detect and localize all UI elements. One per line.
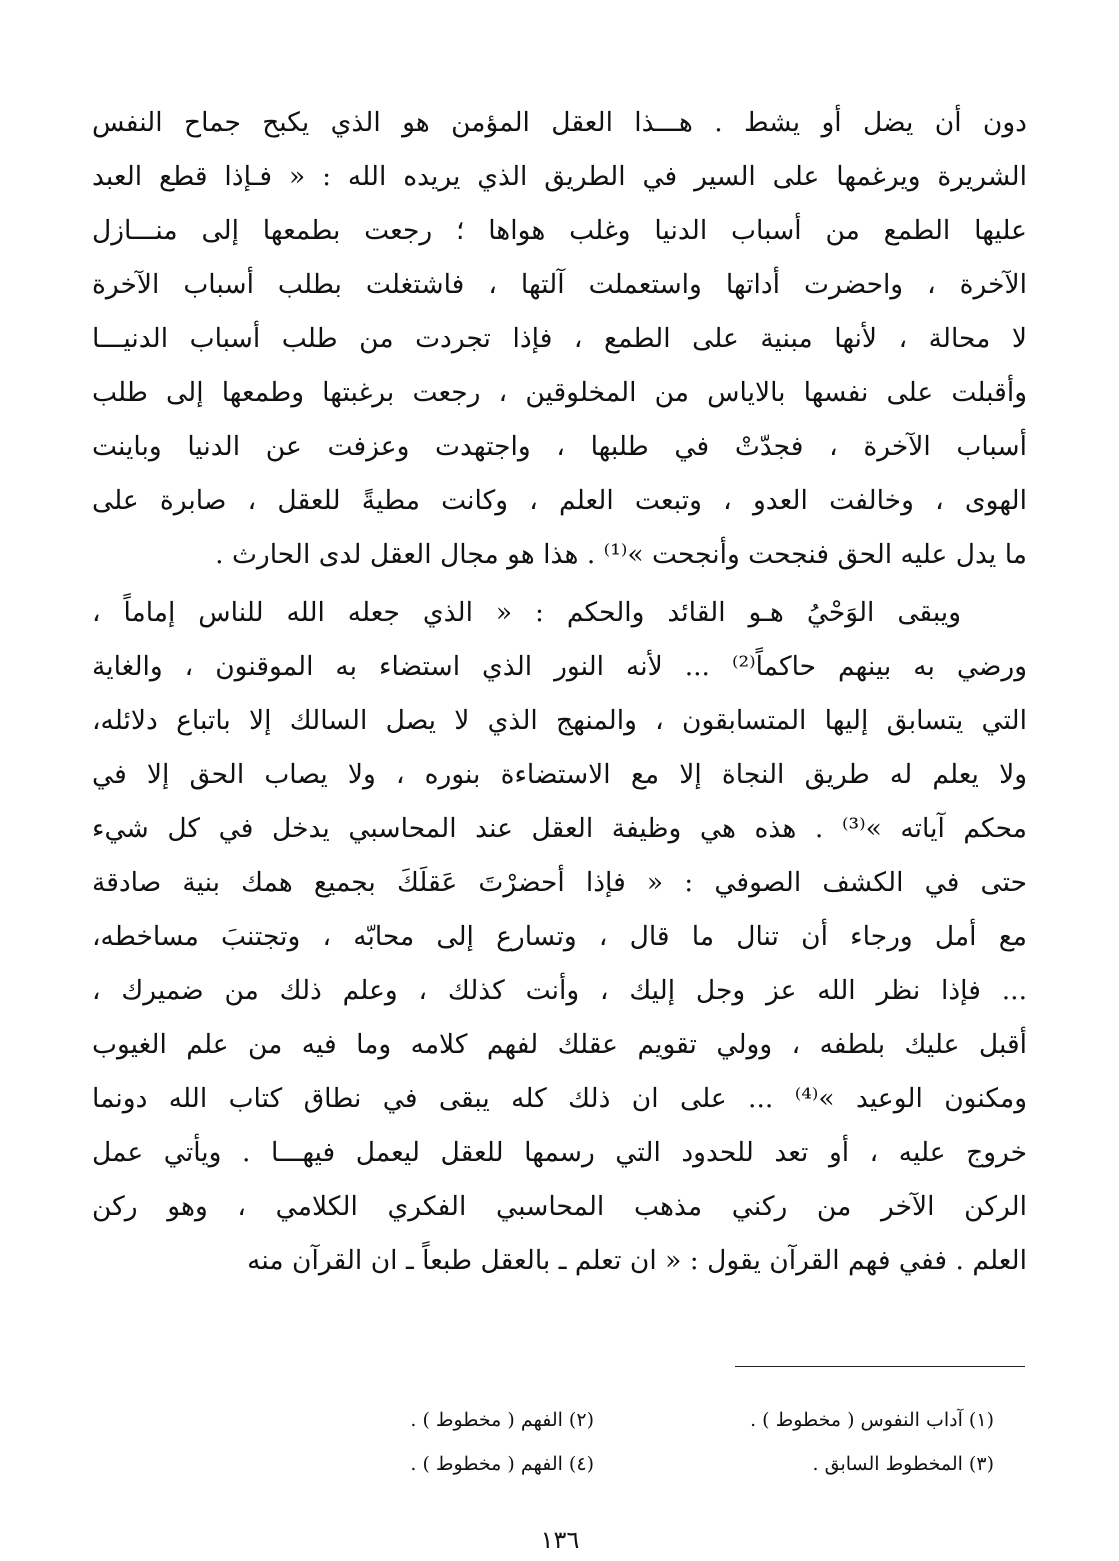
paragraph: [92, 96, 1027, 582]
page-number: ١٣٦: [540, 1526, 580, 1554]
footnote-separator: [735, 1366, 1025, 1367]
text-line: الهوى ، وخالفت العدو ، وتبعت العلم ، وكانت مطيةً للعقل ، صابرة على: [92, 485, 1027, 516]
text-line: حتى في الكشف الصوفي : « فإذا أحضرْتَ عَقلَكَ بجميع همك بنية صادقة: [92, 867, 1027, 898]
text-line: ومكنون الوعيد »⁽⁴⁾ ... على ان ذلك كله يبقى في نطاق كتاب الله دونما: [92, 1083, 1027, 1114]
text-line: العلم . ففي فهم القرآن يقول : « ان تعلم ـ بالعقل طبعاً ـ ان القرآن منه: [247, 1245, 1027, 1276]
text-line: خروج عليه ، أو تعد للحدود التي رسمها للعقل ليعمل فيهـــا . ويأتي عمل: [92, 1137, 1027, 1168]
text-line: محكم آياته »⁽³⁾ . هذه هي وظيفة العقل عند المحاسبي يدخل في كل شيء: [92, 813, 1027, 844]
text-line: مع أمل ورجاء أن تنال ما قال ، وتسارع إلى محابّه ، وتجتنبَ مساخطه،: [92, 921, 1027, 952]
text-line: ما يدل عليه الحق فنجحت وأنجحت »⁽¹⁾ . هذا هو مجال العقل لدى الحارث .: [215, 539, 1027, 570]
footnote-row: [300, 1398, 994, 1442]
text-line: الركن الآخر من ركني مذهب المحاسبي الفكري الكلامي ، وهو ركن: [92, 1191, 1027, 1222]
text-line: الشريرة ويرغمها على السير في الطريق الذي يريده الله : « فـإذا قطع العبد: [92, 161, 1027, 192]
text-line: الآخرة ، واحضرت أداتها واستعملت آلتها ، فاشتغلت بطلب أسباب الآخرة: [92, 269, 1027, 300]
text-line: وأقبلت على نفسها بالاياس من المخلوقين ، رجعت برغبتها وطمعها إلى طلب: [92, 377, 1027, 408]
footnote: (٢) الفهم ( مخطوط ) .: [410, 1409, 594, 1431]
text-line: دون أن يضل أو يشط . هـــذا العقل المؤمن هو الذي يكبح جماح النفس: [92, 107, 1027, 138]
footnote: (٣) المخطوط السابق .: [812, 1453, 994, 1475]
footnotes: [300, 1398, 994, 1486]
text-line: ويبقى الوَحْيُ هـو القائد والحكم : « الذي جعله الله للناس إماماً ،: [92, 597, 961, 628]
text-line: ولا يعلم له طريق النجاة إلا مع الاستضاءة بنوره ، ولا يصاب الحق إلا في: [92, 759, 1027, 790]
text-line: أقبل عليك بلطفه ، وولي تقويم عقلك لفهم كلامه وما فيه من علم الغيوب: [92, 1029, 1027, 1060]
text-line: ... فإذا نظر الله عز وجل إليك ، وأنت كذلك ، وعلم ذلك من ضميرك ،: [92, 975, 1027, 1006]
text-line: لا محالة ، لأنها مبنية على الطمع ، فإذا تجردت من طلب أسباب الدنيـــا: [92, 323, 1027, 354]
footnote-row: [300, 1442, 994, 1486]
body-text: [92, 96, 1027, 1288]
paragraph: [92, 586, 1027, 1288]
text-line: عليها الطمع من أسباب الدنيا وغلب هواها ؛ رجعت بطمعها إلى منـــازل: [92, 215, 1027, 246]
footnote: (٤) الفهم ( مخطوط ) .: [410, 1453, 594, 1475]
footnote: (١) آداب النفوس ( مخطوط ) .: [750, 1409, 994, 1431]
text-line: أسباب الآخرة ، فجدّتْ في طلبها ، واجتهدت وعزفت عن الدنيا وباينت: [92, 431, 1027, 462]
text-line: ورضي به بينهم حاكماً⁽²⁾ ... لأنه النور الذي استضاء به الموقنون ، والغاية: [92, 651, 1027, 682]
text-line: التي يتسابق إليها المتسابقون ، والمنهج الذي لا يصل السالك إلا باتباع دلائله،: [92, 705, 1027, 736]
